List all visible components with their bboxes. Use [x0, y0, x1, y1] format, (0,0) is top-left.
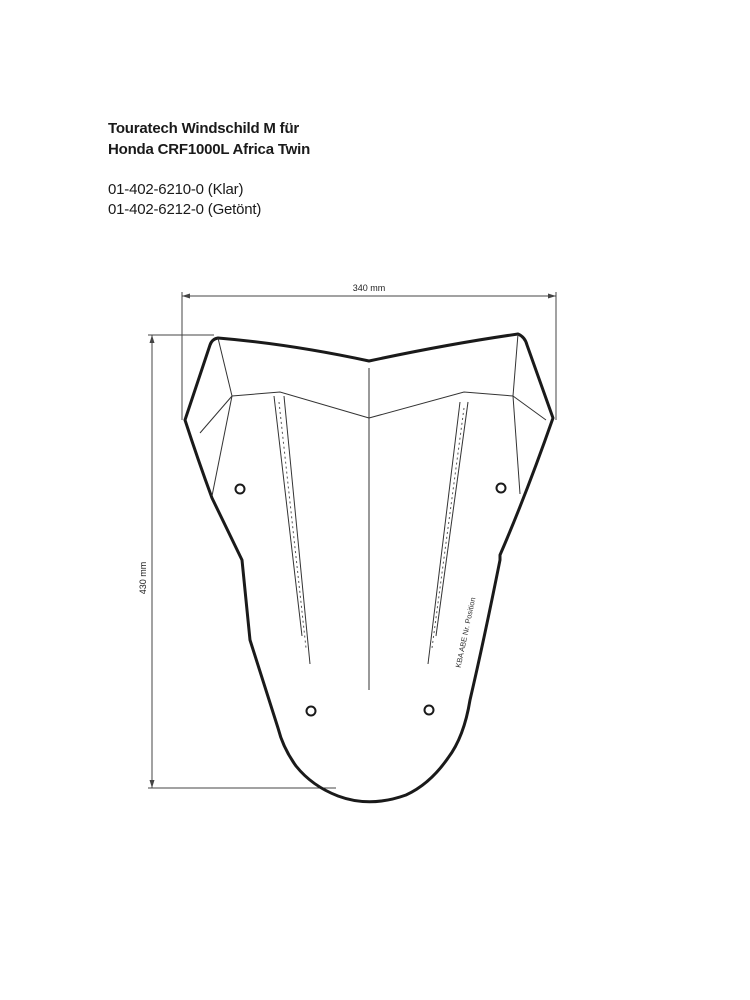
- right-channel-outer: [436, 402, 468, 636]
- left-channel-outer: [274, 396, 302, 636]
- height-arrow-bottom: [150, 780, 155, 788]
- width-dimension-label: 340 mm: [352, 283, 386, 293]
- right-channel-inner: [428, 402, 460, 664]
- stamp-position-label: KBA ABE Nr. Position: [453, 596, 478, 669]
- width-arrow-right: [548, 294, 556, 299]
- width-arrow-left: [182, 294, 190, 299]
- right-upper-crease: [513, 396, 546, 420]
- right-diagonal: [369, 392, 513, 418]
- title-line-1: Touratech Windschild M für: [108, 120, 300, 137]
- mounting-hole-lower-right: [425, 706, 434, 715]
- channel-dashes: [279, 402, 464, 648]
- right-wing-top: [513, 334, 518, 396]
- inner-contour-lines: [200, 334, 546, 690]
- left-channel-dash: [279, 402, 306, 648]
- mounting-holes: [236, 484, 506, 716]
- mounting-hole-upper-right: [497, 484, 506, 493]
- part-number-tinted: 01-402-6212-0 (Getönt): [108, 201, 262, 218]
- left-channel-inner: [284, 396, 310, 664]
- left-upper-crease: [200, 396, 232, 433]
- mounting-hole-lower-left: [307, 707, 316, 716]
- left-wing-top: [218, 338, 232, 396]
- height-arrow-top: [150, 335, 155, 343]
- right-channel-dash: [432, 408, 464, 648]
- left-diagonal: [232, 392, 369, 418]
- mounting-hole-upper-left: [236, 485, 245, 494]
- title-line-2: Honda CRF1000L Africa Twin: [108, 141, 311, 158]
- height-dimension-label: 430 mm: [138, 561, 148, 595]
- part-number-clear: 01-402-6210-0 (Klar): [108, 181, 244, 198]
- right-side-crease: [513, 396, 520, 494]
- left-side-crease: [212, 396, 232, 496]
